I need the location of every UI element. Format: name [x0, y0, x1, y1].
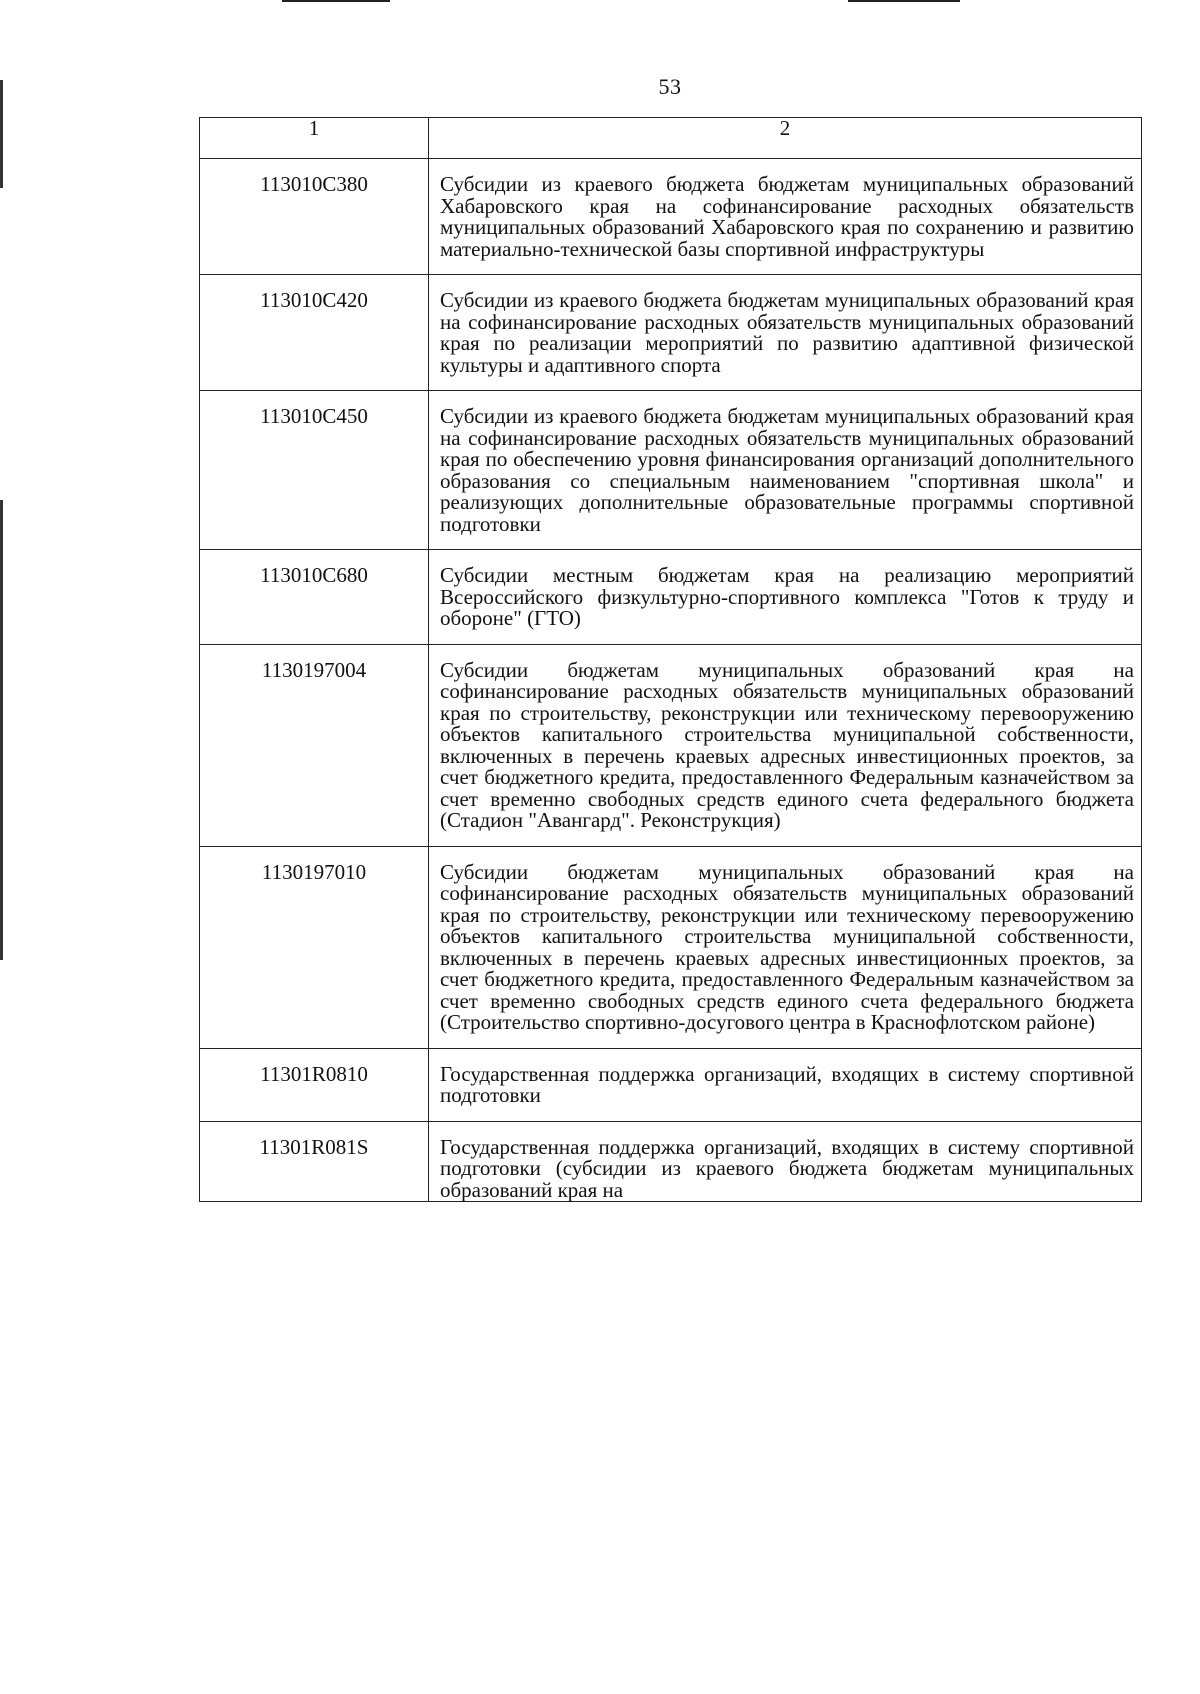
row-code: 113010С680: [200, 550, 429, 645]
row-code: 113010С420: [200, 275, 429, 391]
row-code: 113010С450: [200, 391, 429, 550]
row-description: Государственная поддержка организаций, входящих в систему спортивной подготовки: [429, 1048, 1142, 1121]
table-row: [200, 1048, 1142, 1121]
table-row: [200, 550, 1142, 645]
row-code: 1130197004: [200, 644, 429, 846]
table-row: [200, 846, 1142, 1048]
row-description: Субсидии из краевого бюджета бюджетам муниципальных образований края на софинансирование расходных обязательств муниципальных образований края по обеспечению уровня финансирования организаций дополнительного образования со специальным наименованием "спортивная школа" и реализующих дополнительные образовательные программы спортивной подготовки: [429, 391, 1142, 550]
row-description: Субсидии из краевого бюджета бюджетам муниципальных образований края на софинансирование расходных обязательств муниципальных образований края по реализации мероприятий по развитию адаптивной физической культуры и адаптивного спорта: [429, 275, 1142, 391]
scan-margin-mark: [0, 500, 3, 960]
row-description: Субсидии из краевого бюджета бюджетам муниципальных образований Хабаровского края на софинансирование расходных обязательств муниципальных образований Хабаровского края по сохранению и развитию материально-технической базы спортивной инфраструктуры: [429, 159, 1142, 275]
table-row: [200, 391, 1142, 550]
row-description: Субсидии местным бюджетам края на реализацию мероприятий Всероссийского физкультурно-спортивного комплекса "Готов к труду и обороне" (ГТО): [429, 550, 1142, 645]
column-header-code: 1: [200, 118, 429, 159]
row-code: 11301R081S: [200, 1121, 429, 1202]
row-code: 113010С380: [200, 159, 429, 275]
row-code: 11301R0810: [200, 1048, 429, 1121]
page-number: 53: [658, 74, 682, 99]
scan-top-rule-right: [848, 0, 960, 2]
row-description: Субсидии бюджетам муниципальных образований края на софинансирование расходных обязательств муниципальных образований края по строительству, реконструкции или техническому перевооружению объектов капитального строительства муниципальной собственности, включенных в перечень краевых адресных инвестиционных проектов, за счет бюджетного кредита, предоставленного Федеральным казначейством за счет временно свободных средств единого счета федерального бюджета (Строительство спортивно-досугового центра в Краснофлотском районе): [429, 846, 1142, 1048]
table-row: [200, 275, 1142, 391]
table-row: [200, 1121, 1142, 1202]
column-header-description: 2: [429, 118, 1142, 159]
table-row: [200, 159, 1142, 275]
scan-top-rule-left: [282, 0, 390, 2]
row-description: Государственная поддержка организаций, входящих в систему спортивной подготовки (субсидии из краевого бюджета бюджетам муниципальных образований края на: [429, 1121, 1142, 1202]
row-description: Субсидии бюджетам муниципальных образований края на софинансирование расходных обязательств муниципальных образований края по строительству, реконструкции или техническому перевооружению объектов капитального строительства муниципальной собственности, включенных в перечень краевых адресных инвестиционных проектов, за счет бюджетного кредита, предоставленного Федеральным казначейством за счет временно свободных средств единого счета федерального бюджета (Стадион "Авангард". Реконструкция): [429, 644, 1142, 846]
row-code: 1130197010: [200, 846, 429, 1048]
budget-classification-table: [199, 117, 1142, 1202]
table-header-row: [200, 118, 1142, 159]
table-row: [200, 644, 1142, 846]
